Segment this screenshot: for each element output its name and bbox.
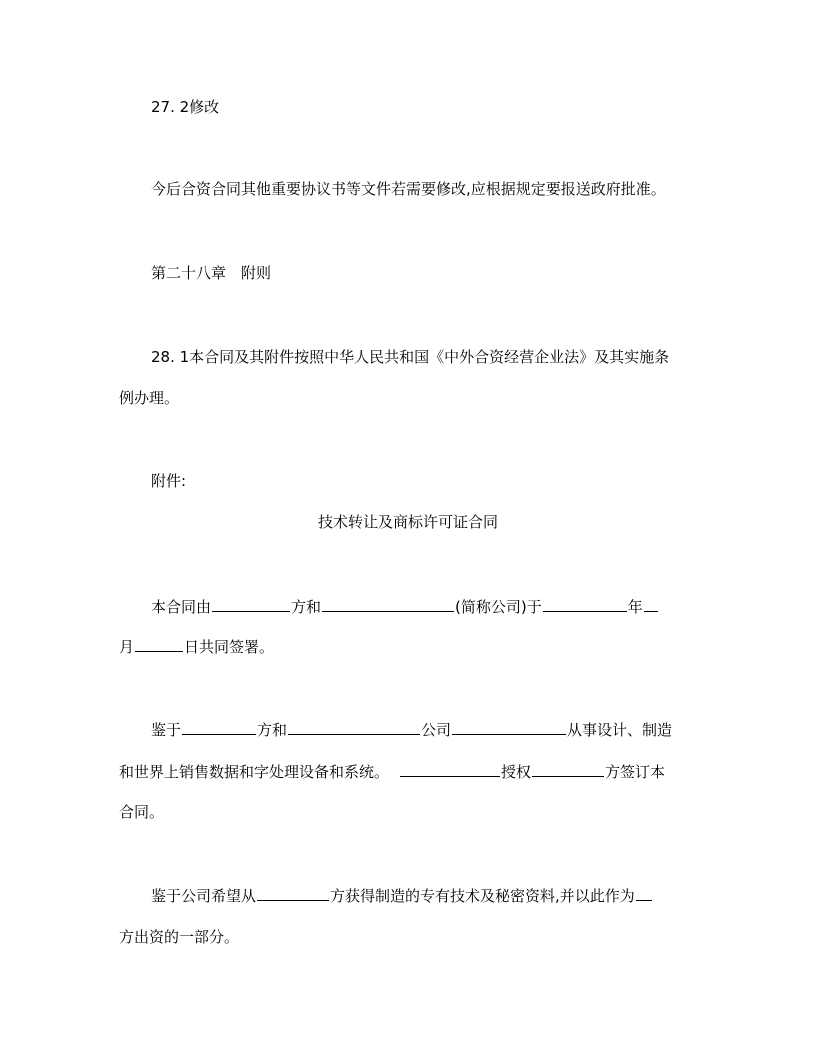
text-segment: 和世界上销售数据和字处理设备和系统。 xyxy=(119,763,390,781)
chapter-28-heading: 第二十八章 附则 xyxy=(151,264,272,282)
text-segment: 方和 xyxy=(257,721,288,739)
text-segment: 从事设计、制造 xyxy=(567,721,673,739)
fill-blank xyxy=(257,885,329,901)
text-segment: 本合同由 xyxy=(151,598,212,616)
text-segment: 公司 xyxy=(421,721,452,739)
text-segment: (简称公司)于 xyxy=(455,598,542,616)
fill-blank xyxy=(322,596,454,612)
text-segment: 授权 xyxy=(501,763,532,781)
fill-blank xyxy=(135,636,183,652)
whereas-knowhow-line2: 方出资的一部分。 xyxy=(119,928,240,946)
text-segment: 年 xyxy=(627,598,643,616)
text-segment: 方和 xyxy=(291,598,322,616)
text-segment: 方签订本 xyxy=(605,763,666,781)
section-27-2-heading: 27. 2修改 xyxy=(151,98,220,116)
text-segment: 鉴于公司希望从 xyxy=(151,887,257,905)
whereas-paragraph-line3: 合同。 xyxy=(119,803,165,821)
fill-blank xyxy=(288,719,420,735)
clause-28-1-line2: 例办理。 xyxy=(119,389,180,407)
attachment-label: 附件: xyxy=(151,472,187,490)
text-segment: 鉴于 xyxy=(151,721,182,739)
fill-blank xyxy=(543,596,627,612)
text-segment: 日共同签署。 xyxy=(184,638,275,656)
fill-blank xyxy=(212,596,290,612)
fill-blank xyxy=(636,885,652,901)
fill-blank xyxy=(400,761,500,777)
signing-paragraph-line1 xyxy=(151,596,659,617)
amendment-paragraph: 今后合资合同其他重要协议书等文件若需要修改,应根据规定要报送政府批准。 xyxy=(151,180,666,198)
signing-paragraph-line2 xyxy=(119,636,274,657)
fill-blank xyxy=(532,761,604,777)
whereas-knowhow-line1 xyxy=(151,885,653,906)
whereas-paragraph-line2 xyxy=(119,761,665,782)
attachment-title: 技术转让及商标许可证合同 xyxy=(317,513,498,531)
fill-blank xyxy=(644,596,658,612)
clause-28-1-line1: 28. 1本合同及其附件按照中华人民共和国《中外合资经营企业法》及其实施条 xyxy=(151,348,670,366)
whereas-paragraph-line1 xyxy=(151,719,672,740)
text-segment: 方获得制造的专有技术及秘密资料,并以此作为 xyxy=(330,887,635,905)
text-segment: 月 xyxy=(119,638,135,656)
fill-blank xyxy=(452,719,566,735)
fill-blank xyxy=(182,719,256,735)
